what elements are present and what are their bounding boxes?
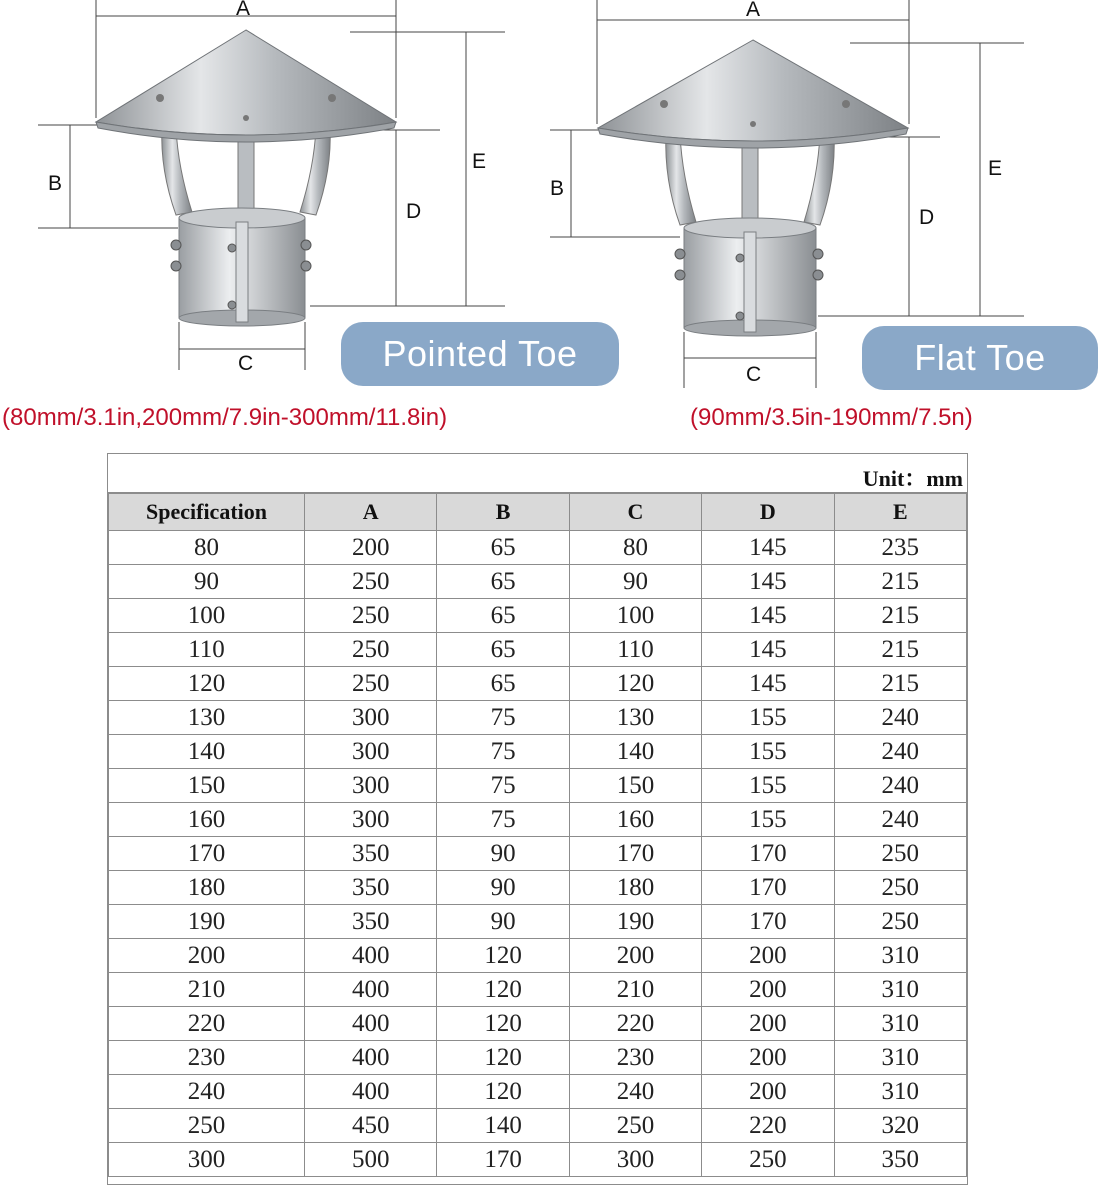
table-cell: 120	[109, 667, 305, 701]
table-cell: 200	[702, 1007, 834, 1041]
table-cell: 250	[305, 633, 437, 667]
table-cell: 180	[109, 871, 305, 905]
chimney-cap-image	[598, 40, 908, 336]
table-row	[109, 837, 967, 871]
table-cell: 170	[702, 837, 834, 871]
table-cell: 110	[109, 633, 305, 667]
table-cell: 190	[569, 905, 701, 939]
table-cell: 75	[437, 701, 569, 735]
dim-label-d: D	[406, 200, 422, 223]
table-cell: 215	[834, 667, 966, 701]
table-cell: 250	[305, 667, 437, 701]
table-cell: 215	[834, 633, 966, 667]
table-row	[109, 565, 967, 599]
table-cell: 200	[569, 939, 701, 973]
table-cell: 500	[305, 1143, 437, 1177]
table-cell: 200	[305, 531, 437, 565]
table-row	[109, 905, 967, 939]
table-cell: 160	[109, 803, 305, 837]
table-cell: 250	[109, 1109, 305, 1143]
table-row	[109, 531, 967, 565]
table-cell: 130	[109, 701, 305, 735]
table-cell: 310	[834, 1075, 966, 1109]
table-cell: 210	[569, 973, 701, 1007]
table-cell: 240	[109, 1075, 305, 1109]
flat-toe-size-range: (90mm/3.5in-190mm/7.5n)	[690, 404, 973, 431]
table-cell: 90	[437, 871, 569, 905]
table-cell: 300	[569, 1143, 701, 1177]
unit-row	[108, 454, 967, 493]
table-cell: 145	[702, 565, 834, 599]
table-cell: 170	[569, 837, 701, 871]
table-cell: 65	[437, 565, 569, 599]
dim-label-e: E	[988, 157, 1003, 180]
table-cell: 400	[305, 939, 437, 973]
table-cell: 220	[109, 1007, 305, 1041]
table-cell: 120	[437, 1041, 569, 1075]
table-cell: 65	[437, 633, 569, 667]
table-body	[109, 531, 967, 1177]
table-cell: 215	[834, 599, 966, 633]
table-cell: 130	[569, 701, 701, 735]
table-cell: 400	[305, 1007, 437, 1041]
table-cell: 120	[569, 667, 701, 701]
table-cell: 300	[305, 803, 437, 837]
table-cell: 310	[834, 1041, 966, 1075]
table-cell: 300	[305, 701, 437, 735]
table-cell: 170	[437, 1143, 569, 1177]
table-cell: 320	[834, 1109, 966, 1143]
table-cell: 100	[109, 599, 305, 633]
table-row	[109, 1109, 967, 1143]
table-cell: 250	[834, 837, 966, 871]
unit-label: Unit：mm	[862, 466, 963, 491]
table-cell: 90	[109, 565, 305, 599]
table-cell: 145	[702, 667, 834, 701]
table-cell: 230	[569, 1041, 701, 1075]
dim-label-b: B	[48, 172, 63, 195]
table-row	[109, 633, 967, 667]
table-cell: 200	[702, 939, 834, 973]
table-cell: 110	[569, 633, 701, 667]
header-e: E	[834, 494, 966, 531]
table-cell: 350	[305, 837, 437, 871]
table-cell: 75	[437, 803, 569, 837]
table-cell: 145	[702, 531, 834, 565]
table-cell: 250	[569, 1109, 701, 1143]
table-cell: 65	[437, 667, 569, 701]
table-cell: 230	[109, 1041, 305, 1075]
table-row	[109, 735, 967, 769]
table-cell: 250	[834, 871, 966, 905]
table-cell: 310	[834, 973, 966, 1007]
table-row	[109, 701, 967, 735]
header-c: C	[569, 494, 701, 531]
table-cell: 200	[109, 939, 305, 973]
table-cell: 240	[834, 701, 966, 735]
dim-label-a: A	[236, 0, 251, 20]
dim-label-c: C	[746, 363, 762, 386]
table-row	[109, 871, 967, 905]
spec-table-container	[107, 453, 968, 1185]
dim-label-c: C	[238, 352, 254, 375]
table-cell: 210	[109, 973, 305, 1007]
table-cell: 180	[569, 871, 701, 905]
table-row	[109, 667, 967, 701]
table-cell: 240	[834, 769, 966, 803]
table-cell: 400	[305, 1041, 437, 1075]
table-cell: 120	[437, 1075, 569, 1109]
table-cell: 350	[305, 905, 437, 939]
table-cell: 145	[702, 633, 834, 667]
table-cell: 120	[437, 939, 569, 973]
table-cell: 150	[569, 769, 701, 803]
table-cell: 75	[437, 769, 569, 803]
table-cell: 150	[109, 769, 305, 803]
table-cell: 155	[702, 803, 834, 837]
table-cell: 140	[109, 735, 305, 769]
table-cell: 120	[437, 1007, 569, 1041]
table-cell: 90	[569, 565, 701, 599]
table-cell: 450	[305, 1109, 437, 1143]
table-row	[109, 803, 967, 837]
table-cell: 80	[109, 531, 305, 565]
dim-label-a: A	[746, 0, 761, 21]
table-cell: 90	[437, 905, 569, 939]
table-cell: 400	[305, 973, 437, 1007]
table-cell: 300	[305, 769, 437, 803]
table-cell: 170	[702, 871, 834, 905]
flat-toe-badge: Flat Toe	[862, 326, 1098, 390]
table-row	[109, 1007, 967, 1041]
table-cell: 140	[569, 735, 701, 769]
table-cell: 65	[437, 599, 569, 633]
table-cell: 220	[569, 1007, 701, 1041]
header-b: B	[437, 494, 569, 531]
table-cell: 220	[702, 1109, 834, 1143]
table-cell: 140	[437, 1109, 569, 1143]
table-cell: 145	[702, 599, 834, 633]
table-cell: 310	[834, 1007, 966, 1041]
table-cell: 300	[305, 735, 437, 769]
table-cell: 100	[569, 599, 701, 633]
table-cell: 300	[109, 1143, 305, 1177]
table-cell: 215	[834, 565, 966, 599]
table-cell: 310	[834, 939, 966, 973]
table-cell: 250	[834, 905, 966, 939]
dim-label-e: E	[472, 150, 487, 173]
table-cell: 240	[834, 735, 966, 769]
table-cell: 80	[569, 531, 701, 565]
table-cell: 350	[305, 871, 437, 905]
table-cell: 155	[702, 701, 834, 735]
table-cell: 90	[437, 837, 569, 871]
table-row	[109, 1075, 967, 1109]
table-row	[109, 973, 967, 1007]
table-cell: 240	[834, 803, 966, 837]
table-cell: 350	[834, 1143, 966, 1177]
table-cell: 240	[569, 1075, 701, 1109]
table-cell: 155	[702, 769, 834, 803]
table-header-row	[109, 494, 967, 531]
table-cell: 75	[437, 735, 569, 769]
table-cell: 200	[702, 1075, 834, 1109]
table-row	[109, 769, 967, 803]
table-row	[109, 939, 967, 973]
chimney-cap-image	[96, 30, 396, 326]
table-cell: 155	[702, 735, 834, 769]
table-cell: 250	[305, 599, 437, 633]
table-cell: 160	[569, 803, 701, 837]
header-a: A	[305, 494, 437, 531]
pointed-toe-badge: Pointed Toe	[341, 322, 619, 386]
table-cell: 235	[834, 531, 966, 565]
spec-table	[108, 493, 967, 1177]
table-cell: 200	[702, 1041, 834, 1075]
table-cell: 65	[437, 531, 569, 565]
header-d: D	[702, 494, 834, 531]
table-cell: 250	[702, 1143, 834, 1177]
table-row	[109, 1143, 967, 1177]
table-cell: 170	[109, 837, 305, 871]
dim-label-d: D	[919, 206, 935, 229]
table-cell: 200	[702, 973, 834, 1007]
table-cell: 170	[702, 905, 834, 939]
header-specification: Specification	[109, 494, 305, 531]
pointed-toe-size-range: (80mm/3.1in,200mm/7.9in-300mm/11.8in)	[2, 404, 448, 431]
table-row	[109, 1041, 967, 1075]
table-cell: 250	[305, 565, 437, 599]
table-cell: 400	[305, 1075, 437, 1109]
table-row	[109, 599, 967, 633]
table-cell: 120	[437, 973, 569, 1007]
table-cell: 190	[109, 905, 305, 939]
dim-label-b: B	[550, 177, 565, 200]
